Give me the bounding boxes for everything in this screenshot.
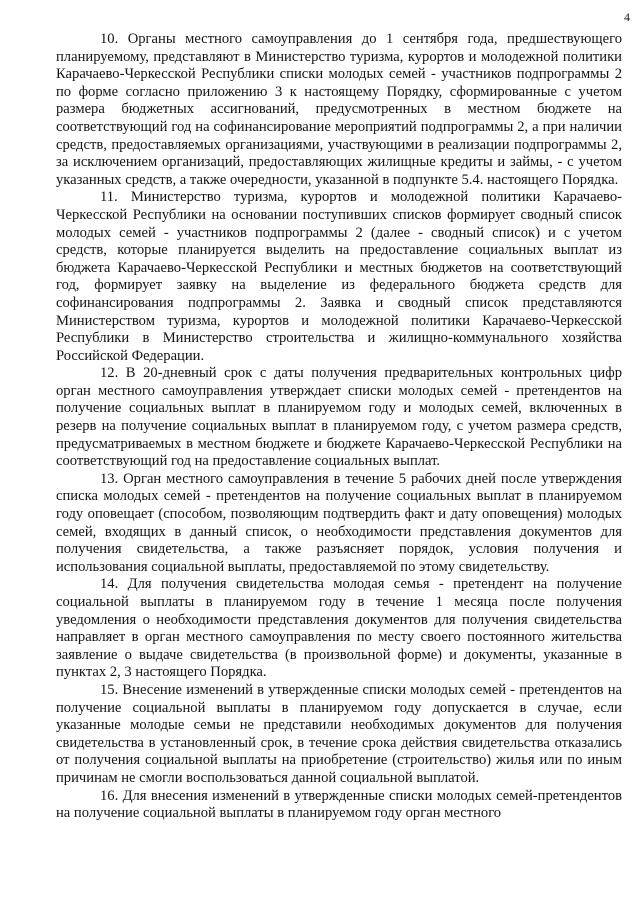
paragraph-16: 16. Для внесения изменений в утвержденные списки молодых семей-претендентов на получение социальной выплаты в планируемом году орган местного — [56, 787, 622, 822]
page-number: 4 — [624, 10, 630, 24]
paragraph-13: 13. Орган местного самоуправления в течение 5 рабочих дней после утверждения списка молодых семей - претендентов на получение социальных выплат в планируемом году оповещает (способом, позволяющим подтвердить факт и дату оповещения) молодых семей, входящих в данный список, о необходимости представления документов для получения свидетельства, а также разъясняет порядок, условия получения и использования социальной выплаты, предоставляемой по этому свидетельству. — [56, 470, 622, 575]
paragraph-10: 10. Органы местного самоуправления до 1 сентября года, предшествующего планируемому, представляют в Министерство туризма, курортов и молодежной политики Карачаево-Черкесской Республики списки молодых семей - участников подпрограммы 2 по форме согласно приложению 3 к настоящему Порядку, сформированные с учетом размера бюджетных ассигнований, предусмотренных в местном бюджете на соответствующий год на софинансирование мероприятий подпрограммы 2, а при наличии средств, предоставляемых организациями, участвующими в реализации подпрограммы 2, за исключением организаций, предоставляющих жилищные кредиты и займы, - с учетом указанных средств, а также очередности, указанной в подпункте 5.4. настоящего Порядка. — [56, 31, 622, 188]
paragraph-11: 11. Министерство туризма, курортов и молодежной политики Карачаево-Черкесской Республики на основании поступивших списков формирует сводный список молодых семей - участников подпрограммы 2 (далее - сводный список) и с учетом средств, которые планируется выделить на предоставление социальных выплат из бюджета Карачаево-Черкесской Республики и местных бюджетов на соответствующий год, формирует заявку на выделение из федерального бюджета средств для софинансирования подпрограммы 2. Заявка и сводный список представляются Министерством туризма, курортов и молодежной политики Карачаево-Черкесской Республики в Министерство строительства и жилищно-коммунального хозяйства Российской Федерации. — [56, 189, 622, 364]
paragraph-15: 15. Внесение изменений в утвержденные списки молодых семей - претендентов на получение социальной выплаты в планируемом году допускается в случае, если указанные молодые семьи не представили необходимых документов для получения свидетельства в установленный срок, в течение срока действия свидетельства отказались от получения социальной выплаты на приобретение (строительство) жилья или по иным причинам не смогли воспользоваться данной социальной выплатой. — [56, 681, 622, 786]
paragraph-14: 14. Для получения свидетельства молодая семья - претендент на получение социальной выплаты в планируемом году в течение 1 месяца после получения уведомления о необходимости представления документов для получения свидетельства направляет в орган местного самоуправления по месту своего постоянного жительства заявление о выдаче свидетельства (в произвольной форме) и документы, указанные в пунктах 2, 3 настоящего Порядка. — [56, 576, 622, 681]
paragraph-12: 12. В 20-дневный срок с даты получения предварительных контрольных цифр орган местного самоуправления утверждает списки молодых семей - претендентов на получение социальных выплат в планируемом году и молодых семей, включенных в резерв на получение социальных выплат в планируемом году, с учетом размера средств, предусматриваемых в местном бюджете и бюджете Карачаево-Черкесской Республики на соответствующий год на предоставление социальных выплат. — [56, 365, 622, 470]
document-body — [56, 31, 622, 823]
